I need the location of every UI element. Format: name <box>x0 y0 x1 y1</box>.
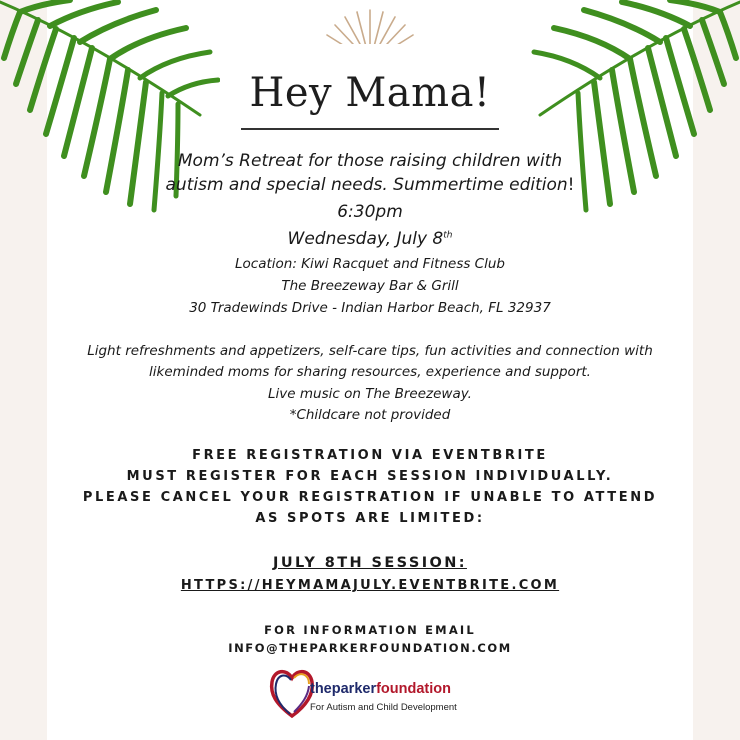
description-line-2-text: autism and special needs. Summertime edition <box>165 175 568 195</box>
event-date-suffix: th <box>443 230 453 241</box>
details-line-1: Light refreshments and appetizers, self-care tips, fun activities and connection with <box>87 343 653 359</box>
contact-email-link[interactable]: INFO@THEPARKERFOUNDATION.COM <box>228 641 512 655</box>
page-title: Hey Mama! <box>249 70 491 116</box>
heart-logo-icon <box>268 664 316 722</box>
event-date-text: Wednesday, July 8 <box>287 229 444 249</box>
parker-foundation-logo <box>268 664 478 726</box>
registration-line-3: PLEASE CANCEL YOUR REGISTRATION IF UNABLE TO ATTEND <box>82 490 658 505</box>
session-heading: JULY 8TH SESSION: <box>273 555 467 571</box>
eventbrite-link[interactable]: HTTPS://HEYMAMAJULY.EVENTBRITE.COM <box>180 578 560 593</box>
logo-wordmark-part-1: theparker <box>310 681 377 697</box>
contact-label: FOR INFORMATION EMAIL <box>264 623 476 637</box>
event-time: 6:30pm <box>337 202 403 222</box>
description-line-2 <box>0 175 740 195</box>
registration-line-1: FREE REGISTRATION VIA EVENTBRITE <box>192 448 548 463</box>
description-line-1: Mom’s Retreat for those raising children with <box>177 151 563 171</box>
registration-line-4: AS SPOTS ARE LIMITED: <box>255 511 485 526</box>
details-line-3: Live music on The Breezeway. <box>268 386 472 402</box>
event-date <box>0 229 740 249</box>
location-line-3: 30 Tradewinds Drive - Indian Harbor Beach, FL 32937 <box>189 300 551 316</box>
title-divider <box>241 128 499 130</box>
location-line-1: Location: Kiwi Racquet and Fitness Club <box>235 256 505 272</box>
sunburst-icon <box>313 4 427 68</box>
logo-wordmark-part-2: foundation <box>376 681 451 697</box>
description-line-2-end: ! <box>567 175 575 195</box>
details-line-2: likeminded moms for sharing resources, experience and support. <box>149 364 591 380</box>
logo-tagline: For Autism and Child Development <box>310 702 457 713</box>
logo-wordmark <box>310 681 451 697</box>
registration-line-2: MUST REGISTER FOR EACH SESSION INDIVIDUALLY. <box>126 469 614 484</box>
details-line-4: *Childcare not provided <box>289 407 451 423</box>
location-line-2: The Breezeway Bar & Grill <box>281 278 459 294</box>
